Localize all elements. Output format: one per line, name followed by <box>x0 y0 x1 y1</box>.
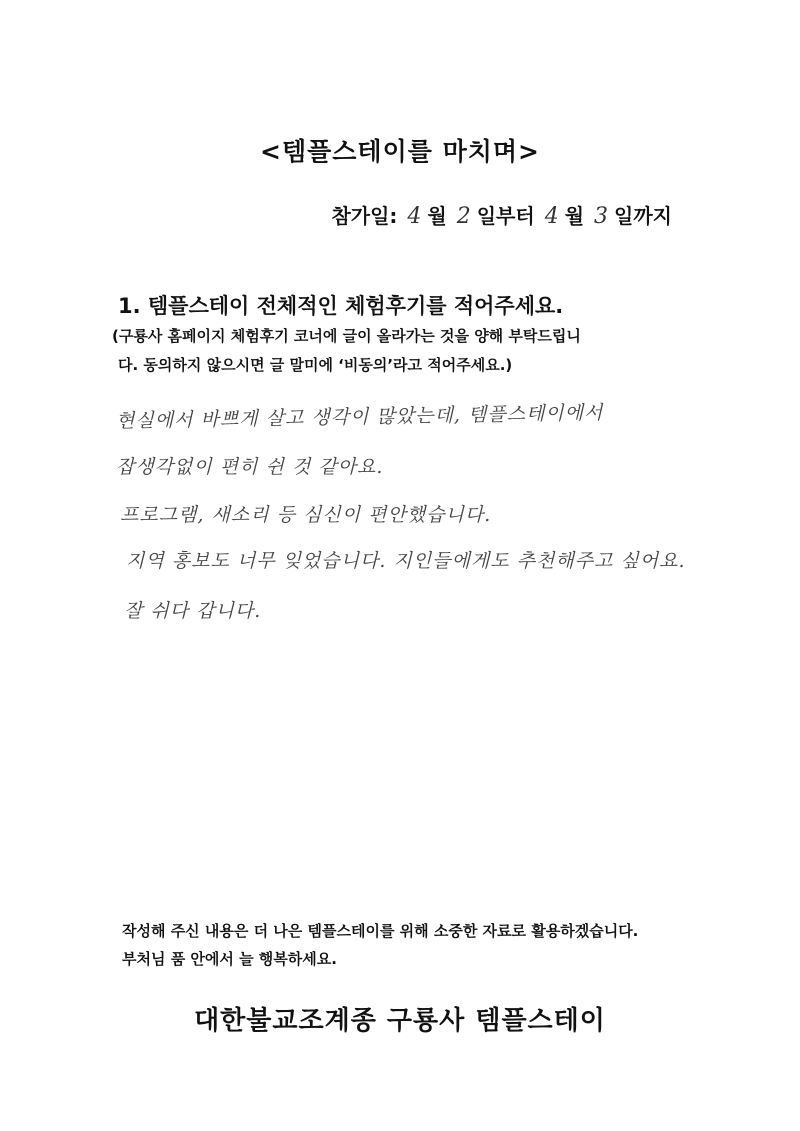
end-day-handwritten: 3 <box>594 204 609 229</box>
participation-label: 참가일: <box>331 204 398 228</box>
footer-blessing: 부처님 품 안에서 늘 행복하세요. <box>122 950 337 968</box>
handwritten-line-4: 지역 홍보도 너무 잊었습니다. 지인들에게도 추천해주고 싶어요. <box>126 550 686 572</box>
start-day-handwritten: 2 <box>456 204 471 229</box>
from-text: 일부터 <box>476 204 535 228</box>
question-1: 1. 템플스테이 전체적인 체험후기를 적어주세요. <box>118 294 564 318</box>
month-unit-2: 월 <box>564 204 585 228</box>
month-unit-1: 월 <box>427 204 447 228</box>
handwritten-line-3: 프로그램, 새소리 등 심신이 편안했습니다. <box>120 504 492 526</box>
handwritten-line-1: 현실에서 바쁘게 살고 생각이 많았는데, 템플스테이에서 <box>115 401 604 433</box>
participation-dates <box>331 200 672 229</box>
notice-line-2: 다. 동의하지 않으시면 글 말미에 ‘비동의’라고 적어주세요.) <box>118 356 513 374</box>
start-month-handwritten: 4 <box>407 204 422 229</box>
end-month-handwritten: 4 <box>544 204 559 229</box>
until-text: 일까지 <box>614 204 672 228</box>
organization-name: 대한불교조계종 구룡사 템플스테이 <box>194 1006 606 1036</box>
footer-thanks: 작성해 주신 내용은 더 나은 템플스테이를 위해 소중한 자료로 활용하겠습니다. <box>122 922 639 940</box>
page-title: <템플스테이를 마치며> <box>260 137 540 166</box>
handwritten-line-2: 잡생각없이 편히 쉰 것 같아요. <box>116 456 384 478</box>
handwritten-line-5: 잘 쉬다 갑니다. <box>124 600 262 622</box>
notice-line-1: (구룡사 홈페이지 체험후기 코너에 글이 올라가는 것을 양해 부탁드립니 <box>112 327 581 345</box>
